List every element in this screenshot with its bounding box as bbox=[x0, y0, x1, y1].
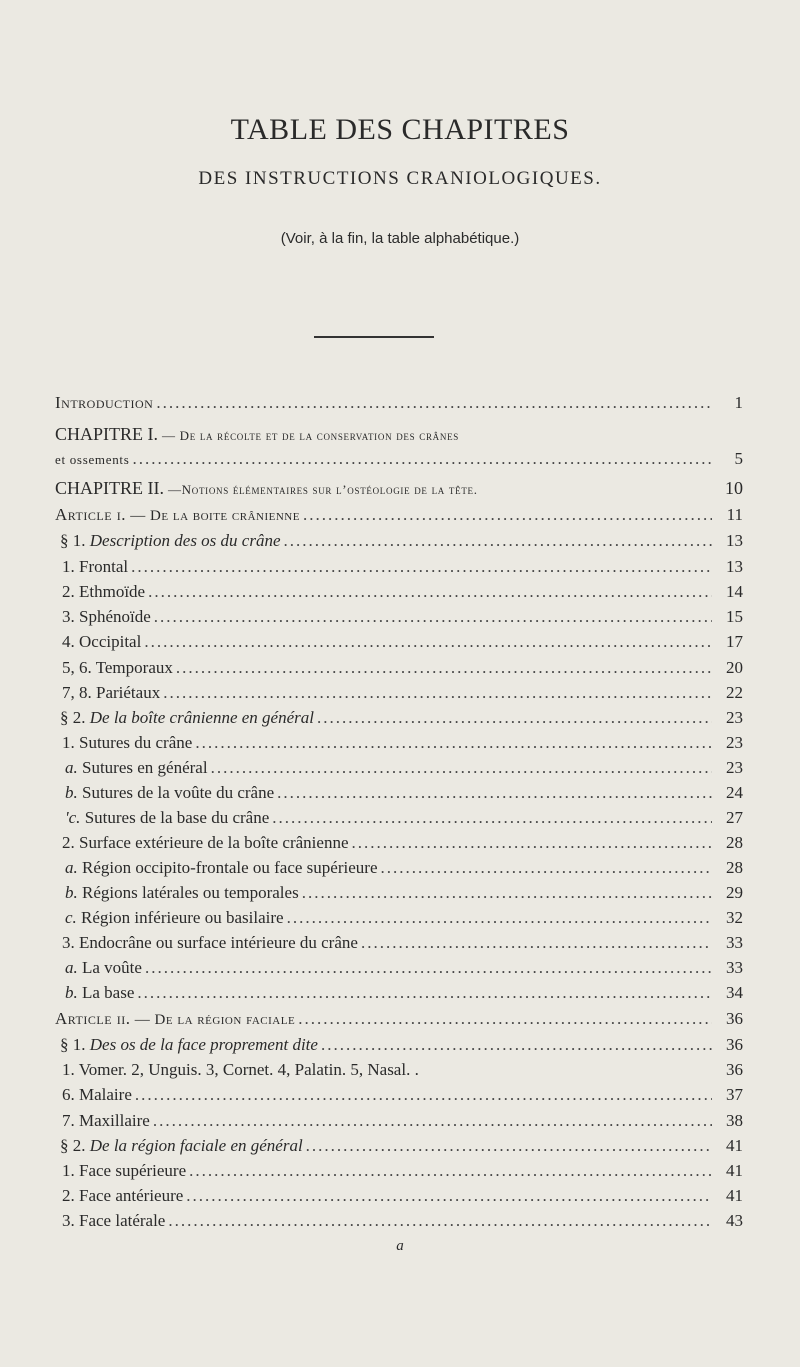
toc-entry-page: 33 bbox=[726, 933, 743, 952]
item-title: La base bbox=[77, 983, 135, 1002]
toc-entry bbox=[62, 1059, 743, 1081]
toc-entry-page: 29 bbox=[726, 883, 743, 902]
article-number: Article ii. bbox=[55, 1009, 131, 1028]
toc-entry-label: 1. Face supérieure bbox=[62, 1161, 187, 1180]
leader-dots bbox=[145, 957, 712, 979]
item-title: Sutures de la voûte du crâne bbox=[77, 783, 275, 802]
alphabetical-table-note: (Voir, à la fin, la table alphabétique.) bbox=[280, 230, 520, 247]
toc-entry-label: 3. Sphénoïde bbox=[62, 607, 151, 626]
toc-entry bbox=[62, 832, 743, 854]
article-title: — De la région faciale bbox=[130, 1012, 296, 1028]
item-title: Région inférieure ou basilaire bbox=[76, 908, 284, 927]
leader-dots bbox=[317, 707, 712, 729]
toc-entry-label: 2. Surface extérieure de la boîte crânienne bbox=[62, 833, 349, 852]
toc-entry-page: 41 bbox=[726, 1186, 743, 1205]
toc-entry-page: 15 bbox=[726, 607, 743, 626]
toc-entry-page: 1 bbox=[734, 393, 743, 412]
leader-dots bbox=[148, 581, 712, 603]
toc-entry-section bbox=[60, 530, 743, 552]
item-letter: 'c. bbox=[65, 808, 81, 827]
toc-entry-page: 36 bbox=[726, 1009, 743, 1028]
item-letter: b. bbox=[65, 983, 78, 1002]
leader-dots bbox=[277, 782, 712, 804]
toc-entry-page: 37 bbox=[726, 1085, 743, 1104]
leader-dots bbox=[298, 1008, 712, 1030]
leader-dots bbox=[131, 556, 712, 578]
toc-entry-label: 1. Frontal bbox=[62, 557, 129, 576]
toc-entry-label: Introduction bbox=[55, 393, 154, 412]
chapter-title: — De la récolte et de la conservation des crânes bbox=[158, 428, 459, 443]
toc-entry bbox=[62, 932, 743, 954]
toc-entry bbox=[65, 957, 743, 979]
leader-dots bbox=[352, 832, 713, 854]
toc-entry bbox=[65, 882, 743, 904]
toc-entry-chapter-1 bbox=[55, 423, 743, 447]
leader-dots bbox=[176, 657, 712, 679]
toc-entry-page: 28 bbox=[726, 833, 743, 852]
toc-entry-label: 6. Malaire bbox=[62, 1085, 132, 1104]
leader-dots bbox=[195, 732, 712, 754]
toc-entry-label: 1. Vomer. 2, Unguis. 3, Cornet. 4, Palatin. 5, Nasal. . bbox=[62, 1060, 419, 1079]
toc-entry-page: 33 bbox=[726, 958, 743, 977]
article-title: — De la boite crânienne bbox=[126, 508, 300, 524]
item-letter: b. bbox=[65, 783, 78, 802]
leader-dots bbox=[186, 1185, 712, 1207]
leader-dots bbox=[132, 448, 712, 470]
toc-entry-page: 38 bbox=[726, 1111, 743, 1130]
leader-dots bbox=[303, 504, 712, 526]
item-letter: a. bbox=[65, 858, 78, 877]
section-title: De la région faciale en général bbox=[89, 1136, 303, 1155]
toc-entry bbox=[62, 1110, 743, 1132]
page-title: TABLE DES CHAPITRES bbox=[230, 113, 570, 146]
toc-entry-label: 4. Occipital bbox=[62, 632, 142, 651]
section-title: Des os de la face proprement dite bbox=[89, 1035, 318, 1054]
toc-entry-page: 36 bbox=[726, 1060, 743, 1079]
leader-dots bbox=[137, 982, 712, 1004]
leader-dots bbox=[321, 1034, 712, 1056]
toc-entry bbox=[62, 631, 743, 653]
toc-entry-label: 2. Face antérieure bbox=[62, 1186, 184, 1205]
leader-dots bbox=[380, 857, 712, 879]
toc-entry bbox=[62, 556, 743, 578]
toc-entry-page: 22 bbox=[726, 683, 743, 702]
article-number: Article i. bbox=[55, 505, 127, 524]
toc-entry bbox=[62, 606, 743, 628]
toc-entry bbox=[65, 757, 743, 779]
chapter-number: CHAPITRE I. bbox=[55, 424, 158, 444]
toc-entry-page: 32 bbox=[726, 908, 743, 927]
toc-entry bbox=[62, 1084, 743, 1106]
leader-dots bbox=[144, 631, 712, 653]
toc-entry-section bbox=[60, 1135, 743, 1157]
leader-dots bbox=[211, 757, 712, 779]
toc-entry bbox=[65, 807, 743, 829]
toc-entry-page: 11 bbox=[726, 505, 743, 524]
leader-dots bbox=[272, 807, 712, 829]
toc-entry bbox=[65, 907, 743, 929]
toc-entry bbox=[62, 1160, 743, 1182]
toc-entry bbox=[62, 1185, 743, 1207]
item-title: Région occipito-frontale ou face supérieure bbox=[77, 858, 378, 877]
leader-dots bbox=[153, 1110, 712, 1132]
chapter-title-continued: et ossements bbox=[55, 452, 130, 467]
item-letter: c. bbox=[65, 908, 77, 927]
leader-dots bbox=[154, 606, 712, 628]
toc-entry-page: 20 bbox=[726, 658, 743, 677]
leader-dots bbox=[163, 682, 712, 704]
toc-entry-label: 3. Endocrâne ou surface intérieure du crâne bbox=[62, 933, 358, 952]
toc-entry-label: 3. Face latérale bbox=[62, 1211, 166, 1230]
toc-entry-page: 13 bbox=[726, 531, 743, 550]
toc-entry bbox=[62, 581, 743, 603]
toc-entry-page: 36 bbox=[726, 1035, 743, 1054]
toc-entry-section bbox=[60, 707, 743, 729]
toc-entry-page: 23 bbox=[726, 708, 743, 727]
section-mark: § 2. bbox=[60, 1136, 90, 1155]
toc-entry bbox=[62, 732, 743, 754]
toc-entry-page: 10 bbox=[725, 478, 743, 498]
leader-dots bbox=[287, 907, 712, 929]
toc-entry-page: 27 bbox=[726, 808, 743, 827]
toc-entry-page: 41 bbox=[726, 1161, 743, 1180]
toc-entry-label: 7, 8. Pariétaux bbox=[62, 683, 161, 702]
toc-entry-label: 7. Maxillaire bbox=[62, 1111, 150, 1130]
toc-entry-page: 5 bbox=[734, 449, 743, 468]
toc-entry-page: 41 bbox=[726, 1136, 743, 1155]
section-title: De la boîte crânienne en général bbox=[89, 708, 314, 727]
toc-entry-section bbox=[60, 1034, 743, 1056]
toc-entry bbox=[62, 682, 743, 704]
leader-dots bbox=[135, 1084, 712, 1106]
section-title: Description des os du crâne bbox=[89, 531, 281, 550]
item-letter: a. bbox=[65, 758, 78, 777]
toc-entry bbox=[62, 657, 743, 679]
toc-entry-article-1 bbox=[55, 504, 743, 527]
toc-entry-page: 34 bbox=[726, 983, 743, 1002]
item-title: Régions latérales ou temporales bbox=[77, 883, 299, 902]
leader-dots bbox=[361, 932, 712, 954]
toc-entry bbox=[65, 782, 743, 804]
toc-entry-page: 43 bbox=[726, 1211, 743, 1230]
item-title: La voûte bbox=[77, 958, 142, 977]
section-mark: § 1. bbox=[60, 531, 90, 550]
toc-entry-page: 17 bbox=[726, 632, 743, 651]
section-mark: § 1. bbox=[60, 1035, 90, 1054]
leader-dots bbox=[306, 1135, 712, 1157]
section-mark: § 2. bbox=[60, 708, 90, 727]
toc-entry bbox=[65, 857, 743, 879]
toc-entry-label: 5, 6. Temporaux bbox=[62, 658, 173, 677]
toc-entry-page: 24 bbox=[726, 783, 743, 802]
leader-dots bbox=[189, 1160, 712, 1182]
signature-mark: a bbox=[396, 1238, 404, 1254]
toc-entry-chapter-1-cont bbox=[55, 448, 743, 471]
toc-entry-page: 14 bbox=[726, 582, 743, 601]
leader-dots bbox=[156, 392, 712, 414]
leader-dots bbox=[302, 882, 712, 904]
leader-dots bbox=[168, 1210, 712, 1232]
item-letter: a. bbox=[65, 958, 78, 977]
item-letter: b. bbox=[65, 883, 78, 902]
chapter-number: CHAPITRE II. bbox=[55, 478, 164, 498]
toc-entry-page: 23 bbox=[726, 758, 743, 777]
toc-entry-label: 1. Sutures du crâne bbox=[62, 733, 193, 752]
toc-entry-introduction bbox=[55, 392, 743, 414]
leader-dots bbox=[284, 530, 712, 552]
toc-entry-article-2 bbox=[55, 1008, 743, 1031]
item-title: Sutures de la base du crâne bbox=[80, 808, 270, 827]
item-title: Sutures en général bbox=[77, 758, 208, 777]
toc-entry-chapter-2 bbox=[55, 477, 743, 501]
toc-entry-label: 2. Ethmoïde bbox=[62, 582, 146, 601]
toc-entry-page: 13 bbox=[726, 557, 743, 576]
toc-entry-page: 23 bbox=[726, 733, 743, 752]
toc-entry bbox=[65, 982, 743, 1004]
toc-entry bbox=[62, 1210, 743, 1232]
page-subtitle: DES INSTRUCTIONS CRANIOLOGIQUES. bbox=[198, 168, 602, 189]
chapter-title: —Notions élémentaires sur l’ostéologie de la tête. bbox=[164, 482, 478, 497]
toc-entry-page: 28 bbox=[726, 858, 743, 877]
